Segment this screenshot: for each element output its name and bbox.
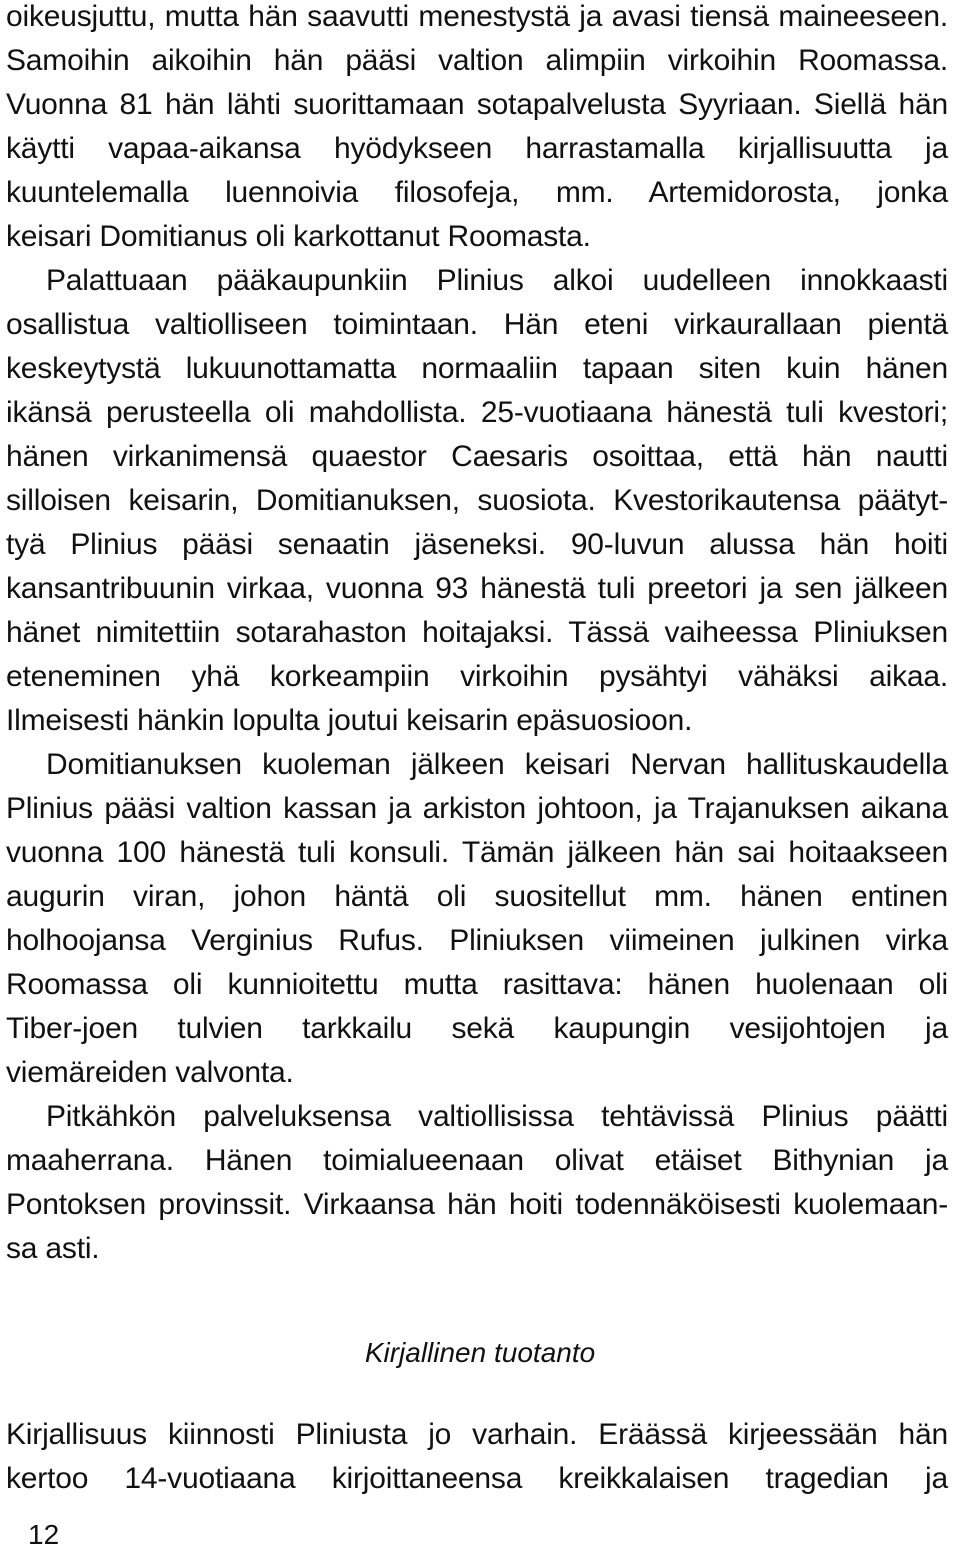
text-line: oikeusjuttu, mutta hän saavutti menestystä ja avasi tiensä maineeseen. [6,0,948,33]
text-line: Samoihin aikoihin hän pääsi valtion alimpiin virkoihin Roomassa. [6,44,948,77]
text-line: augurin viran, johon häntä oli suositellut mm. hänen entinen [6,880,948,913]
text-line: Kirjallisuus kiinnosti Pliniusta jo varhain. Eräässä kirjeessään hän [6,1418,948,1451]
text-line: Tiber-joen tulvien tarkkailu sekä kaupungin vesijohtojen ja [6,1012,948,1045]
text-line: ikänsä perusteella oli mahdollista. 25-vuotiaana hänestä tuli kvestori; [6,396,948,429]
page-number: 12 [28,1519,60,1550]
text-line: viemäreiden valvonta. [6,1056,294,1089]
text-line: Ilmeisesti hänkin lopulta joutui keisarin epäsuosioon. [6,704,693,737]
text-line: vuonna 100 hänestä tuli konsuli. Tämän jälkeen hän sai hoitaakseen [6,836,948,869]
text-line: holhoojansa Verginius Rufus. Pliniuksen viimeinen julkinen virka [6,924,948,957]
text-line: kuuntelemalla luennoivia filosofeja, mm. Artemidorosta, jonka [6,176,948,209]
text-line: Pontoksen provinssit. Virkaansa hän hoiti todennäköisesti kuolemaan- [6,1188,948,1221]
text-line: Roomassa oli kunnioitettu mutta rasittava: hänen huolenaan oli [6,968,948,1001]
text-line: hänen virkanimensä quaestor Caesaris osoittaa, että hän nautti [6,440,948,473]
text-line: Vuonna 81 hän lähti suorittamaan sotapalvelusta Syyriaan. Siellä hän [6,88,948,121]
text-line: Pitkähkön palveluksensa valtiollisissa tehtävissä Plinius päätti [46,1100,948,1133]
text-line: keisari Domitianus oli karkottanut Roomasta. [6,220,591,253]
text-line: kansantribuunin virkaa, vuonna 93 hänestä tuli preetori ja sen jälkeen [6,572,948,605]
text-line: silloisen keisarin, Domitianuksen, suosiota. Kvestorikautensa päätyt- [6,484,948,517]
section-heading: Kirjallinen tuotanto [364,1337,596,1368]
text-line: Palattuaan pääkaupunkiin Plinius alkoi uudelleen innokkaasti [46,264,948,297]
text-line: keskeytystä lukuunottamatta normaaliin tapaan siten kuin hänen [6,352,948,385]
text-line: eteneminen yhä korkeampiin virkoihin pysähtyi vähäksi aikaa. [6,660,948,693]
text-line: Domitianuksen kuoleman jälkeen keisari Nervan hallituskaudella [46,748,948,781]
text-line: maaherrana. Hänen toimialueenaan olivat etäiset Bithynian ja [6,1144,948,1177]
text-line: tyä Plinius pääsi senaatin jäseneksi. 90-luvun alussa hän hoiti [6,528,948,561]
text-line: osallistua valtiolliseen toimintaan. Hän eteni virkaurallaan pientä [6,308,948,341]
text-line: sa asti. [6,1232,100,1265]
text-line: Plinius pääsi valtion kassan ja arkiston johtoon, ja Trajanuksen aikana [6,792,948,825]
text-line: käytti vapaa-aikansa hyödykseen harrastamalla kirjallisuutta ja [6,132,948,165]
text-line: kertoo 14-vuotiaana kirjoittaneensa kreikkalaisen tragedian ja [6,1462,948,1495]
text-line: hänet nimitettiin sotarahaston hoitajaksi. Tässä vaiheessa Pliniuksen [6,616,948,649]
